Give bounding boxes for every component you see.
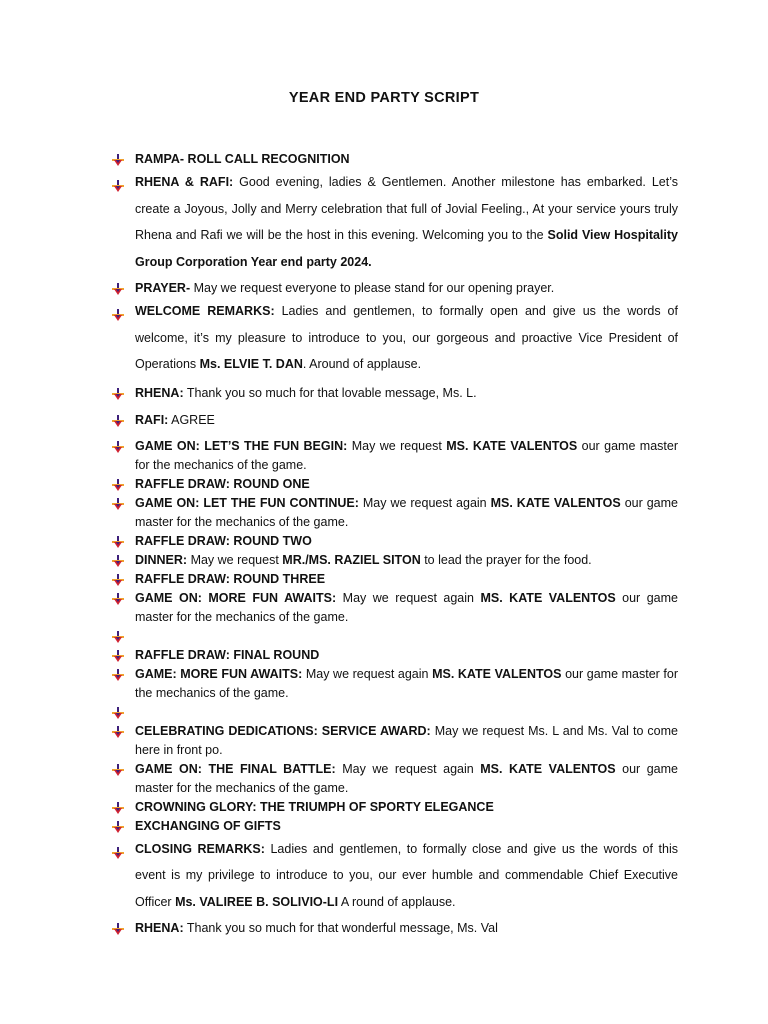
- item-text: our game master for the mechanics of the game.: [135, 495, 678, 529]
- arrow-bullet-icon: [112, 706, 124, 718]
- script-item: [112, 169, 678, 275]
- arrow-bullet-icon: [112, 668, 124, 680]
- script-item: [112, 570, 678, 589]
- item-label: GAME ON: LET THE FUN CONTINUE:: [135, 495, 359, 510]
- item-text: . Around of applause.: [302, 357, 422, 371]
- arrow-bullet-icon: [112, 175, 124, 187]
- item-text: May we request Ms. L and Ms. Val to come here in front po.: [135, 723, 678, 757]
- item-label: GAME ON: THE FINAL BATTLE:: [135, 761, 336, 776]
- item-text: May we request again: [358, 495, 491, 510]
- item-text: our game master for the mechanics of the game.: [135, 666, 678, 700]
- script-item: [112, 411, 678, 430]
- item-label: RAFFLE DRAW: ROUND THREE: [135, 571, 326, 586]
- arrow-bullet-icon: [112, 763, 124, 775]
- script-item: [112, 532, 678, 551]
- script-item: [112, 646, 678, 665]
- item-text: May we request: [347, 438, 447, 453]
- item-text: A round of applause.: [338, 894, 456, 909]
- script-item: [112, 919, 678, 938]
- item-text: AGREE: [168, 412, 215, 427]
- arrow-bullet-icon: [112, 304, 124, 316]
- arrow-bullet-icon: [112, 649, 124, 661]
- item-text: our game master for the mechanics of the game.: [135, 590, 678, 624]
- item-label: CROWNING GLORY: THE TRIUMPH OF SPORTY ELEGANCE: [135, 799, 494, 814]
- arrow-bullet-icon: [112, 573, 124, 585]
- arrow-bullet-icon: [112, 592, 124, 604]
- item-text: Thank you so much for that wonderful message, Ms. Val: [183, 921, 498, 935]
- item-text: Ladies and gentlemen, to formally open and give us the words of welcome, it’s my pleasure to introduce to you, our gorgeous and proactive Vice President of Operations: [135, 304, 678, 371]
- item-label: GAME ON: MORE FUN AWAITS:: [135, 590, 337, 605]
- item-text: May we request again: [335, 761, 481, 776]
- script-item: [112, 817, 678, 836]
- item-label: Ms. ELVIE T. DAN: [199, 357, 303, 371]
- arrow-bullet-icon: [112, 153, 124, 165]
- arrow-bullet-icon: [112, 440, 124, 452]
- script-item: [112, 150, 678, 169]
- item-label: GAME: MORE FUN AWAITS:: [135, 666, 303, 681]
- arrow-bullet-icon: [112, 725, 124, 737]
- script-item: [112, 627, 678, 646]
- item-label: DINNER:: [135, 552, 188, 567]
- script-item: [112, 475, 678, 494]
- script-item: [112, 279, 678, 298]
- script-item: [112, 384, 678, 403]
- item-label: GAME ON: LET’S THE FUN BEGIN:: [135, 438, 348, 453]
- arrow-bullet-icon: [112, 820, 124, 832]
- script-item: [112, 437, 678, 475]
- item-text: Ladies and gentlemen, to formally close and give us the words of this event is my privilege to introduce to you, our ever humble and commendable Chief Executive Officer: [135, 841, 678, 909]
- arrow-bullet-icon: [112, 801, 124, 813]
- script-item: [112, 298, 678, 378]
- item-label: RAMPA- ROLL CALL RECOGNITION: [135, 152, 350, 166]
- item-label: RAFI:: [135, 412, 169, 427]
- item-label: MS. KATE VALENTOS: [480, 590, 616, 605]
- script-item: [112, 665, 678, 703]
- item-label: CELEBRATING DEDICATIONS: SERVICE AWARD:: [135, 723, 431, 738]
- arrow-bullet-icon: [112, 497, 124, 509]
- arrow-bullet-icon: [112, 842, 124, 854]
- script-item: [112, 836, 678, 916]
- item-label: Solid View Hospitality Group Corporation Year end party 2024.: [135, 228, 678, 269]
- item-text: to lead the prayer for the food.: [420, 552, 592, 567]
- arrow-bullet-icon: [112, 387, 124, 399]
- item-label: PRAYER-: [135, 281, 191, 295]
- arrow-bullet-icon: [112, 630, 124, 642]
- arrow-bullet-icon: [112, 535, 124, 547]
- item-text: May we request: [187, 552, 283, 567]
- item-label: RAFFLE DRAW: ROUND ONE: [135, 476, 310, 491]
- item-label: MR./MS. RAZIEL SITON: [282, 552, 421, 567]
- item-label: RAFFLE DRAW: ROUND TWO: [135, 533, 312, 548]
- item-text: Good evening, ladies & Gentlemen. Another milestone has embarked. Let’s create a Joyous, Jolly and Merry celebration that full of Jovial Feeling., At your service yours truly Rhena and Rafi we will be the host in this evening. Welcoming you to the: [135, 175, 679, 242]
- script-item: [112, 722, 678, 760]
- item-label: CLOSING REMARKS:: [135, 841, 265, 856]
- script-item: [112, 494, 678, 532]
- script-list: [112, 150, 678, 938]
- arrow-bullet-icon: [112, 554, 124, 566]
- arrow-bullet-icon: [112, 414, 124, 426]
- script-item: [112, 589, 678, 627]
- script-item: [112, 760, 678, 798]
- item-label: MS. KATE VALENTOS: [490, 495, 621, 510]
- item-label: EXCHANGING OF GIFTS: [135, 818, 281, 833]
- item-label: Ms. VALIREE B. SOLIVIO-LI: [175, 894, 339, 909]
- item-label: MS. KATE VALENTOS: [432, 666, 562, 681]
- item-label: WELCOME REMARKS:: [135, 304, 275, 318]
- item-label: RHENA:: [135, 385, 184, 400]
- item-label: RAFFLE DRAW: FINAL ROUND: [135, 647, 320, 662]
- item-text: May we request again: [336, 590, 481, 605]
- script-item: [112, 703, 678, 722]
- item-text: Thank you so much for that lovable message, Ms. L.: [183, 385, 477, 400]
- item-label: RHENA:: [135, 921, 184, 935]
- document-title: YEAR END PARTY SCRIPT: [288, 90, 480, 106]
- arrow-bullet-icon: [112, 922, 124, 934]
- item-text: May we request again: [302, 666, 433, 681]
- item-text: May we request everyone to please stand for our opening prayer.: [190, 281, 555, 295]
- script-item: [112, 798, 678, 817]
- item-text: our game master for the mechanics of the game.: [135, 761, 678, 795]
- arrow-bullet-icon: [112, 478, 124, 490]
- item-label: MS. KATE VALENTOS: [446, 438, 578, 453]
- script-item: [112, 551, 678, 570]
- item-text: our game master for the mechanics of the game.: [135, 438, 678, 472]
- arrow-bullet-icon: [112, 282, 124, 294]
- item-label: RHENA & RAFI:: [135, 175, 234, 189]
- item-label: MS. KATE VALENTOS: [480, 761, 616, 776]
